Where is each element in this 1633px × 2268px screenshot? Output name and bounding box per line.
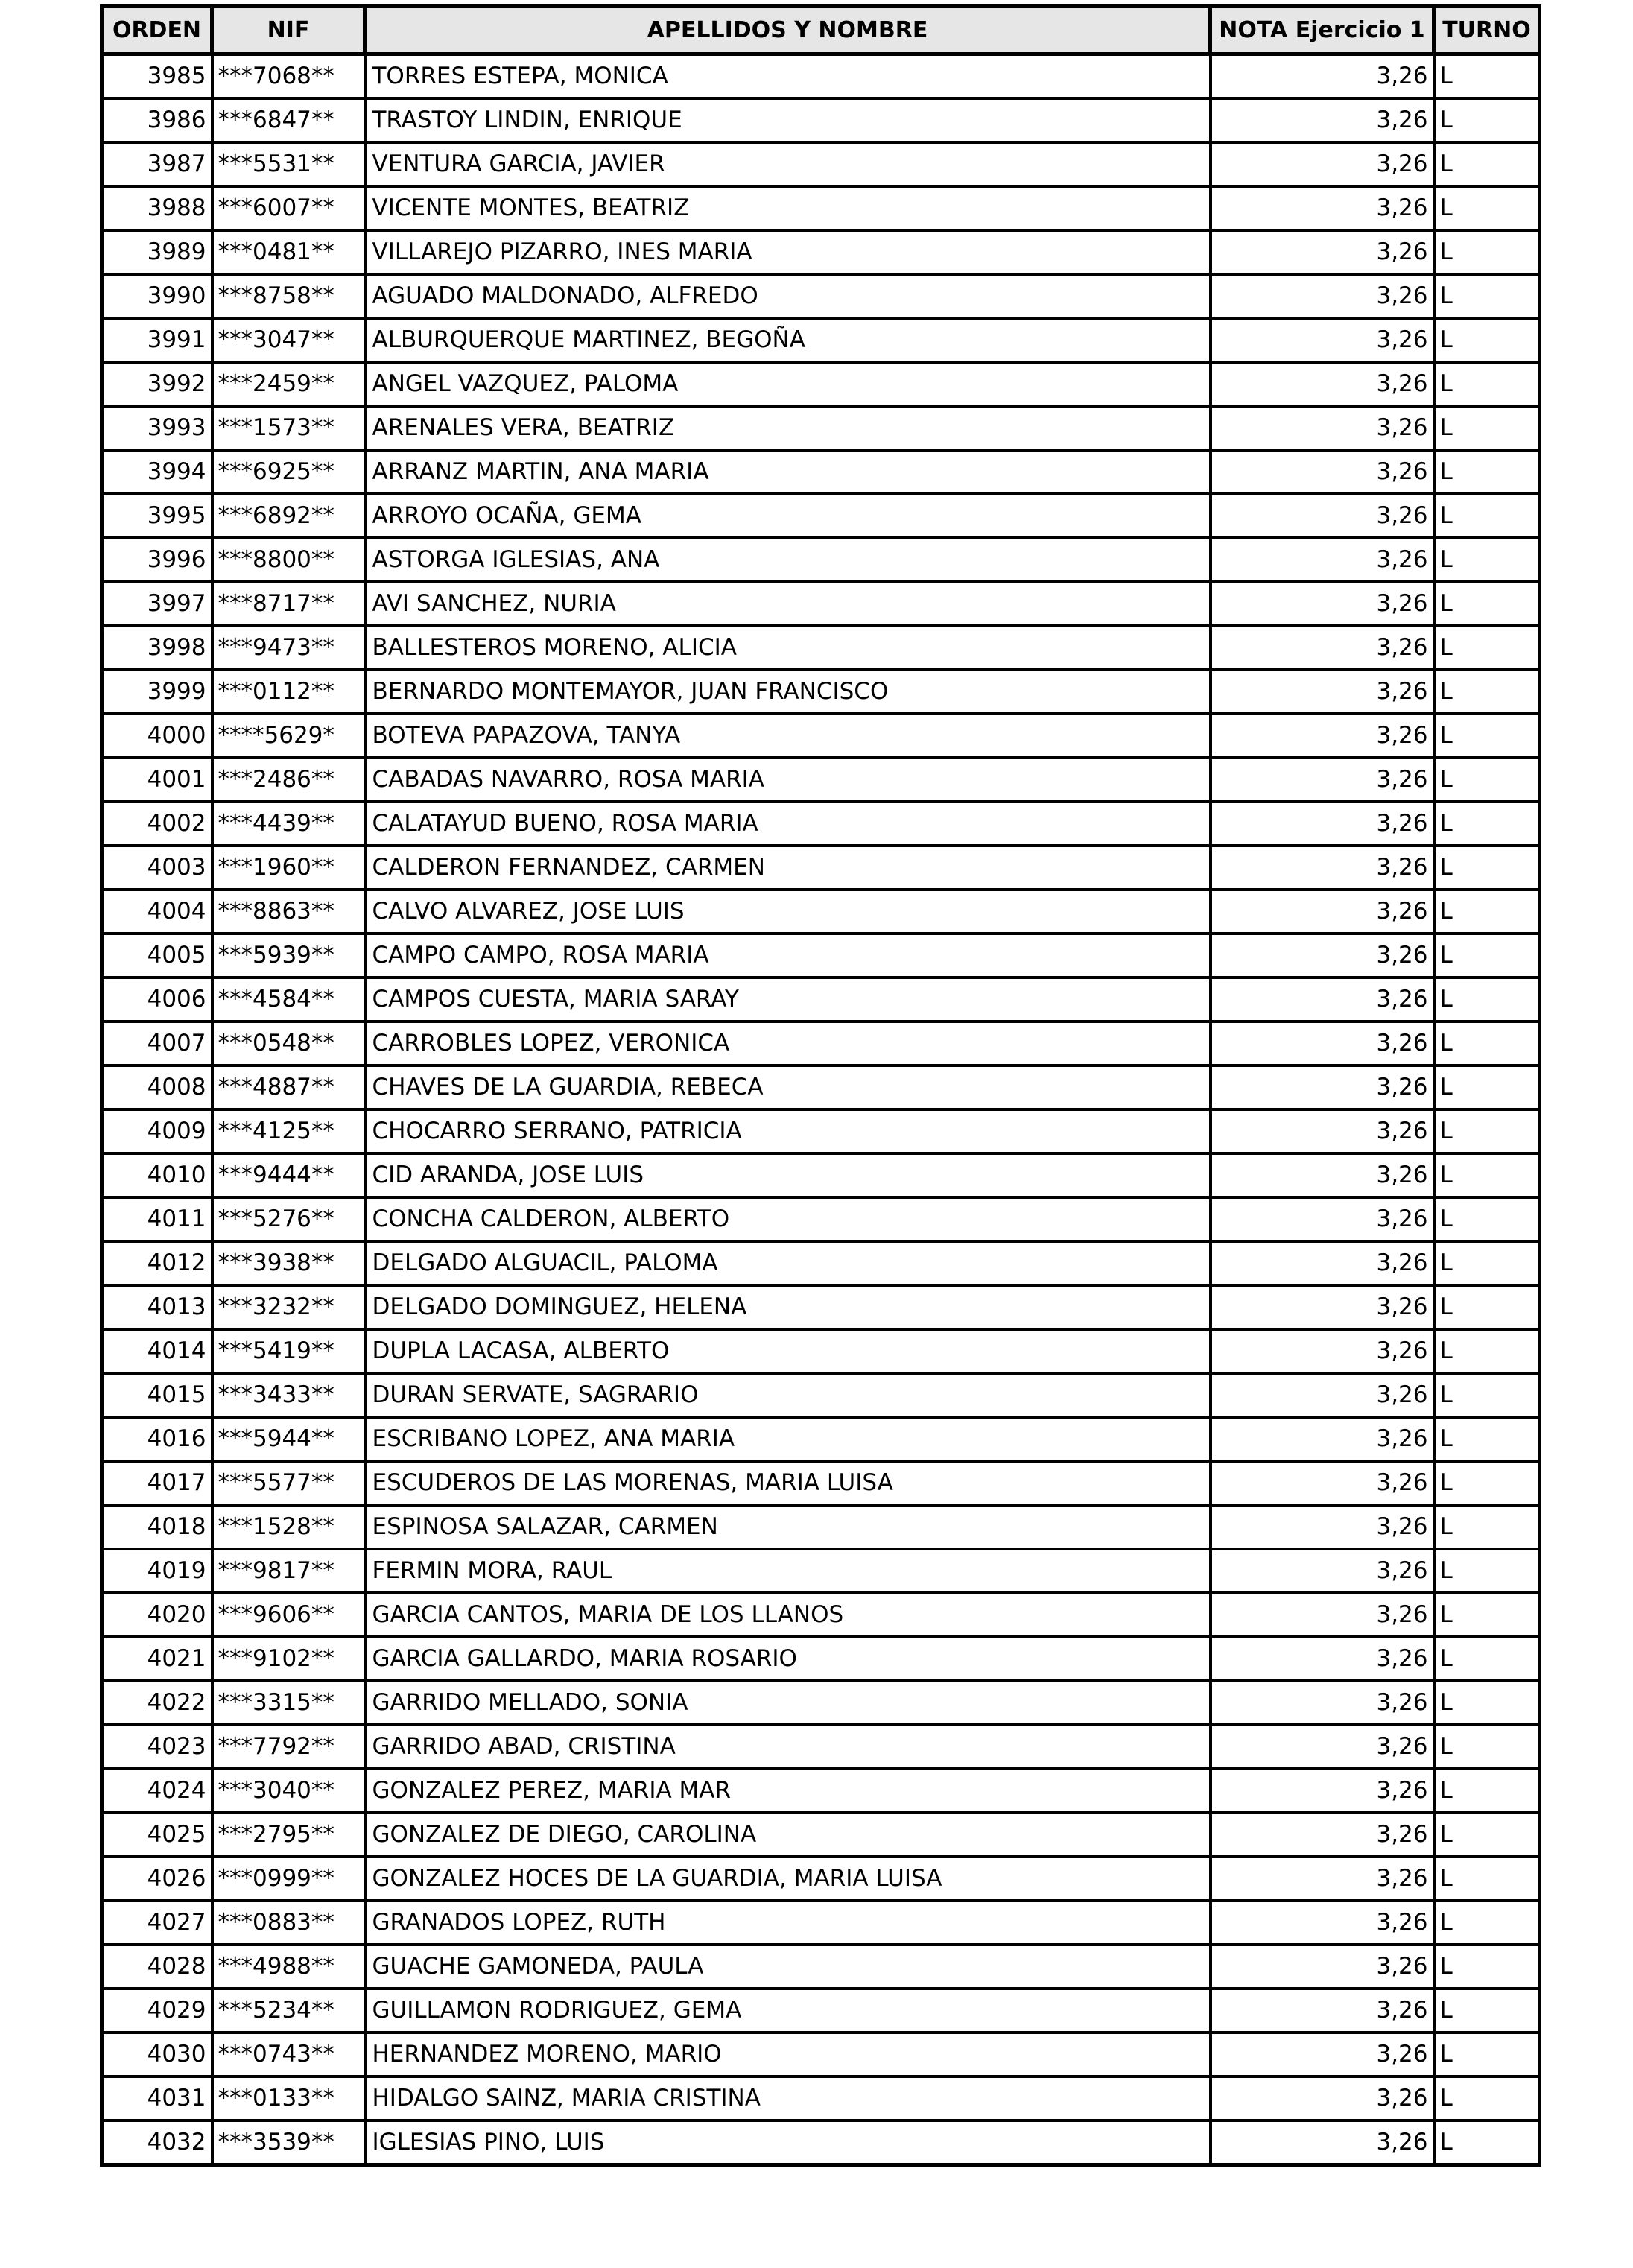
name-cell: CABADAS NAVARRO, ROSA MARIA <box>365 758 1211 802</box>
name-cell: ANGEL VAZQUEZ, PALOMA <box>365 362 1211 406</box>
turno-cell: L <box>1434 1769 1540 1813</box>
name-cell: DUPLA LACASA, ALBERTO <box>365 1329 1211 1373</box>
turno-cell: L <box>1434 1989 1540 2033</box>
turno-cell: L <box>1434 1725 1540 1769</box>
table-row <box>102 2077 1540 2120</box>
nota-cell: 3,26 <box>1211 1021 1434 1065</box>
nota-cell: 3,26 <box>1211 274 1434 318</box>
orden-cell: 4002 <box>102 802 212 846</box>
nota-cell: 3,26 <box>1211 1593 1434 1637</box>
nif-cell: ***5531** <box>212 142 365 186</box>
nota-cell: 3,26 <box>1211 1241 1434 1285</box>
orden-cell: 3997 <box>102 582 212 626</box>
name-cell: FERMIN MORA, RAUL <box>365 1549 1211 1593</box>
nota-cell: 3,26 <box>1211 1065 1434 1109</box>
nif-cell: ***4887** <box>212 1065 365 1109</box>
nif-cell: ****5629* <box>212 714 365 758</box>
orden-cell: 3990 <box>102 274 212 318</box>
nif-cell: ***2795** <box>212 1813 365 1857</box>
nota-cell: 3,26 <box>1211 802 1434 846</box>
nota-cell: 3,26 <box>1211 538 1434 582</box>
turno-cell: L <box>1434 1241 1540 1285</box>
name-cell: DELGADO ALGUACIL, PALOMA <box>365 1241 1211 1285</box>
turno-cell: L <box>1434 1373 1540 1417</box>
orden-cell: 3995 <box>102 494 212 538</box>
turno-cell: L <box>1434 714 1540 758</box>
orden-cell: 4015 <box>102 1373 212 1417</box>
table-row <box>102 670 1540 714</box>
results-table <box>100 4 1541 2167</box>
turno-cell: L <box>1434 98 1540 142</box>
nif-cell: ***4584** <box>212 978 365 1021</box>
table-row <box>102 1901 1540 1945</box>
nota-cell: 3,26 <box>1211 2077 1434 2120</box>
orden-cell: 4022 <box>102 1681 212 1725</box>
table-row <box>102 1945 1540 1989</box>
orden-cell: 3996 <box>102 538 212 582</box>
turno-cell: L <box>1434 1461 1540 1505</box>
nota-cell: 3,26 <box>1211 186 1434 230</box>
nif-cell: ***9102** <box>212 1637 365 1681</box>
table-row <box>102 1813 1540 1857</box>
name-cell: ALBURQUERQUE MARTINEZ, BEGOÑA <box>365 318 1211 362</box>
name-cell: ARRANZ MARTIN, ANA MARIA <box>365 450 1211 494</box>
header-orden: ORDEN <box>102 7 212 54</box>
orden-cell: 4023 <box>102 1725 212 1769</box>
name-cell: VENTURA GARCIA, JAVIER <box>365 142 1211 186</box>
table-row <box>102 1285 1540 1329</box>
orden-cell: 4030 <box>102 2033 212 2077</box>
orden-cell: 4003 <box>102 846 212 890</box>
nota-cell: 3,26 <box>1211 1285 1434 1329</box>
name-cell: ARENALES VERA, BEATRIZ <box>365 406 1211 450</box>
nif-cell: ***9606** <box>212 1593 365 1637</box>
nif-cell: ***0112** <box>212 670 365 714</box>
nif-cell: ***6007** <box>212 186 365 230</box>
turno-cell: L <box>1434 1813 1540 1857</box>
name-cell: ASTORGA IGLESIAS, ANA <box>365 538 1211 582</box>
table-row <box>102 1681 1540 1725</box>
nif-cell: ***1960** <box>212 846 365 890</box>
name-cell: ARROYO OCAÑA, GEMA <box>365 494 1211 538</box>
turno-cell: L <box>1434 1857 1540 1901</box>
nif-cell: ***5944** <box>212 1417 365 1461</box>
name-cell: GARRIDO MELLADO, SONIA <box>365 1681 1211 1725</box>
nif-cell: ***4988** <box>212 1945 365 1989</box>
table-row <box>102 1593 1540 1637</box>
nota-cell: 3,26 <box>1211 714 1434 758</box>
turno-cell: L <box>1434 2033 1540 2077</box>
nif-cell: ***3938** <box>212 1241 365 1285</box>
nota-cell: 3,26 <box>1211 98 1434 142</box>
table-row <box>102 538 1540 582</box>
table-row <box>102 494 1540 538</box>
nota-cell: 3,26 <box>1211 1153 1434 1197</box>
nif-cell: ***9473** <box>212 626 365 670</box>
name-cell: VILLAREJO PIZARRO, INES MARIA <box>365 230 1211 274</box>
nota-cell: 3,26 <box>1211 582 1434 626</box>
nota-cell: 3,26 <box>1211 670 1434 714</box>
table-row <box>102 978 1540 1021</box>
name-cell: CARROBLES LOPEZ, VERONICA <box>365 1021 1211 1065</box>
nota-cell: 3,26 <box>1211 1681 1434 1725</box>
name-cell: BOTEVA PAPAZOVA, TANYA <box>365 714 1211 758</box>
table-row <box>102 186 1540 230</box>
turno-cell: L <box>1434 230 1540 274</box>
table-row <box>102 1109 1540 1153</box>
table-row <box>102 582 1540 626</box>
turno-cell: L <box>1434 494 1540 538</box>
orden-cell: 4029 <box>102 1989 212 2033</box>
nif-cell: ***0999** <box>212 1857 365 1901</box>
orden-cell: 4004 <box>102 890 212 934</box>
turno-cell: L <box>1434 450 1540 494</box>
orden-cell: 4024 <box>102 1769 212 1813</box>
name-cell: GARCIA GALLARDO, MARIA ROSARIO <box>365 1637 1211 1681</box>
name-cell: CALATAYUD BUENO, ROSA MARIA <box>365 802 1211 846</box>
table-row <box>102 1549 1540 1593</box>
nif-cell: ***9817** <box>212 1549 365 1593</box>
nota-cell: 3,26 <box>1211 1197 1434 1241</box>
header-row <box>102 7 1540 54</box>
table-body <box>102 54 1540 2165</box>
name-cell: GRANADOS LOPEZ, RUTH <box>365 1901 1211 1945</box>
table-row <box>102 1505 1540 1549</box>
name-cell: CALDERON FERNANDEZ, CARMEN <box>365 846 1211 890</box>
nota-cell: 3,26 <box>1211 2120 1434 2165</box>
orden-cell: 3999 <box>102 670 212 714</box>
nif-cell: ***0883** <box>212 1901 365 1945</box>
turno-cell: L <box>1434 1549 1540 1593</box>
nif-cell: ***5276** <box>212 1197 365 1241</box>
orden-cell: 4028 <box>102 1945 212 1989</box>
turno-cell: L <box>1434 362 1540 406</box>
turno-cell: L <box>1434 934 1540 978</box>
turno-cell: L <box>1434 2077 1540 2120</box>
nif-cell: ***0743** <box>212 2033 365 2077</box>
name-cell: ESCRIBANO LOPEZ, ANA MARIA <box>365 1417 1211 1461</box>
turno-cell: L <box>1434 54 1540 99</box>
name-cell: BALLESTEROS MORENO, ALICIA <box>365 626 1211 670</box>
turno-cell: L <box>1434 1153 1540 1197</box>
table-row <box>102 758 1540 802</box>
orden-cell: 4032 <box>102 2120 212 2165</box>
name-cell: CID ARANDA, JOSE LUIS <box>365 1153 1211 1197</box>
nota-cell: 3,26 <box>1211 1813 1434 1857</box>
nif-cell: ***3433** <box>212 1373 365 1417</box>
table-row <box>102 450 1540 494</box>
nota-cell: 3,26 <box>1211 1945 1434 1989</box>
nif-cell: ***0481** <box>212 230 365 274</box>
nif-cell: ***9444** <box>212 1153 365 1197</box>
table-row <box>102 274 1540 318</box>
header-nif: NIF <box>212 7 365 54</box>
name-cell: CALVO ALVAREZ, JOSE LUIS <box>365 890 1211 934</box>
table-row <box>102 1373 1540 1417</box>
orden-cell: 3989 <box>102 230 212 274</box>
orden-cell: 3998 <box>102 626 212 670</box>
nota-cell: 3,26 <box>1211 450 1434 494</box>
nif-cell: ***3539** <box>212 2120 365 2165</box>
orden-cell: 4031 <box>102 2077 212 2120</box>
orden-cell: 4008 <box>102 1065 212 1109</box>
table-row <box>102 802 1540 846</box>
orden-cell: 3985 <box>102 54 212 99</box>
nota-cell: 3,26 <box>1211 318 1434 362</box>
name-cell: AGUADO MALDONADO, ALFREDO <box>365 274 1211 318</box>
turno-cell: L <box>1434 1593 1540 1637</box>
table-row <box>102 98 1540 142</box>
nota-cell: 3,26 <box>1211 1989 1434 2033</box>
orden-cell: 4026 <box>102 1857 212 1901</box>
name-cell: CHOCARRO SERRANO, PATRICIA <box>365 1109 1211 1153</box>
nota-cell: 3,26 <box>1211 142 1434 186</box>
nota-cell: 3,26 <box>1211 1857 1434 1901</box>
table-row <box>102 1197 1540 1241</box>
turno-cell: L <box>1434 1065 1540 1109</box>
orden-cell: 4014 <box>102 1329 212 1373</box>
turno-cell: L <box>1434 890 1540 934</box>
orden-cell: 4009 <box>102 1109 212 1153</box>
table-row <box>102 846 1540 890</box>
table-row <box>102 406 1540 450</box>
nif-cell: ***4125** <box>212 1109 365 1153</box>
table-row <box>102 1153 1540 1197</box>
name-cell: GONZALEZ DE DIEGO, CAROLINA <box>365 1813 1211 1857</box>
header-name: APELLIDOS Y NOMBRE <box>365 7 1211 54</box>
orden-cell: 4001 <box>102 758 212 802</box>
nota-cell: 3,26 <box>1211 1901 1434 1945</box>
turno-cell: L <box>1434 626 1540 670</box>
orden-cell: 4021 <box>102 1637 212 1681</box>
name-cell: TRASTOY LINDIN, ENRIQUE <box>365 98 1211 142</box>
nif-cell: ***6925** <box>212 450 365 494</box>
orden-cell: 4011 <box>102 1197 212 1241</box>
table-row <box>102 1241 1540 1285</box>
nota-cell: 3,26 <box>1211 1725 1434 1769</box>
nota-cell: 3,26 <box>1211 2033 1434 2077</box>
orden-cell: 3992 <box>102 362 212 406</box>
table-row <box>102 1989 1540 2033</box>
nif-cell: ***3040** <box>212 1769 365 1813</box>
name-cell: AVI SANCHEZ, NURIA <box>365 582 1211 626</box>
turno-cell: L <box>1434 978 1540 1021</box>
table-row <box>102 890 1540 934</box>
nota-cell: 3,26 <box>1211 1549 1434 1593</box>
orden-cell: 3994 <box>102 450 212 494</box>
name-cell: HIDALGO SAINZ, MARIA CRISTINA <box>365 2077 1211 2120</box>
orden-cell: 4007 <box>102 1021 212 1065</box>
name-cell: CAMPO CAMPO, ROSA MARIA <box>365 934 1211 978</box>
nota-cell: 3,26 <box>1211 890 1434 934</box>
name-cell: VICENTE MONTES, BEATRIZ <box>365 186 1211 230</box>
nif-cell: ***8800** <box>212 538 365 582</box>
nota-cell: 3,26 <box>1211 1637 1434 1681</box>
nota-cell: 3,26 <box>1211 1505 1434 1549</box>
nif-cell: ***4439** <box>212 802 365 846</box>
table-row <box>102 142 1540 186</box>
orden-cell: 4018 <box>102 1505 212 1549</box>
nota-cell: 3,26 <box>1211 406 1434 450</box>
turno-cell: L <box>1434 1945 1540 1989</box>
nif-cell: ***6892** <box>212 494 365 538</box>
table-row <box>102 1021 1540 1065</box>
nif-cell: ***7068** <box>212 54 365 99</box>
nota-cell: 3,26 <box>1211 1109 1434 1153</box>
table-row <box>102 318 1540 362</box>
nif-cell: ***8863** <box>212 890 365 934</box>
table-row <box>102 1857 1540 1901</box>
orden-cell: 3993 <box>102 406 212 450</box>
name-cell: CONCHA CALDERON, ALBERTO <box>365 1197 1211 1241</box>
name-cell: TORRES ESTEPA, MONICA <box>365 54 1211 99</box>
turno-cell: L <box>1434 406 1540 450</box>
nota-cell: 3,26 <box>1211 934 1434 978</box>
nota-cell: 3,26 <box>1211 1417 1434 1461</box>
turno-cell: L <box>1434 1505 1540 1549</box>
turno-cell: L <box>1434 1417 1540 1461</box>
orden-cell: 3987 <box>102 142 212 186</box>
nota-cell: 3,26 <box>1211 362 1434 406</box>
table-row <box>102 1329 1540 1373</box>
orden-cell: 4027 <box>102 1901 212 1945</box>
orden-cell: 3991 <box>102 318 212 362</box>
name-cell: GUILLAMON RODRIGUEZ, GEMA <box>365 1989 1211 2033</box>
turno-cell: L <box>1434 274 1540 318</box>
name-cell: HERNANDEZ MORENO, MARIO <box>365 2033 1211 2077</box>
turno-cell: L <box>1434 1109 1540 1153</box>
nif-cell: ***5577** <box>212 1461 365 1505</box>
turno-cell: L <box>1434 318 1540 362</box>
nif-cell: ***2459** <box>212 362 365 406</box>
name-cell: GARRIDO ABAD, CRISTINA <box>365 1725 1211 1769</box>
table-row <box>102 934 1540 978</box>
turno-cell: L <box>1434 670 1540 714</box>
turno-cell: L <box>1434 1637 1540 1681</box>
nif-cell: ***6847** <box>212 98 365 142</box>
nota-cell: 3,26 <box>1211 1769 1434 1813</box>
header-turno: TURNO <box>1434 7 1540 54</box>
turno-cell: L <box>1434 2120 1540 2165</box>
nota-cell: 3,26 <box>1211 758 1434 802</box>
table-row <box>102 626 1540 670</box>
nif-cell: ***8717** <box>212 582 365 626</box>
table-row <box>102 2033 1540 2077</box>
table-row <box>102 1725 1540 1769</box>
name-cell: DELGADO DOMINGUEZ, HELENA <box>365 1285 1211 1329</box>
name-cell: ESCUDEROS DE LAS MORENAS, MARIA LUISA <box>365 1461 1211 1505</box>
table-row <box>102 362 1540 406</box>
orden-cell: 4016 <box>102 1417 212 1461</box>
turno-cell: L <box>1434 1329 1540 1373</box>
orden-cell: 4012 <box>102 1241 212 1285</box>
turno-cell: L <box>1434 142 1540 186</box>
turno-cell: L <box>1434 846 1540 890</box>
orden-cell: 3988 <box>102 186 212 230</box>
nif-cell: ***1528** <box>212 1505 365 1549</box>
nif-cell: ***0548** <box>212 1021 365 1065</box>
nota-cell: 3,26 <box>1211 846 1434 890</box>
nota-cell: 3,26 <box>1211 1461 1434 1505</box>
orden-cell: 4005 <box>102 934 212 978</box>
turno-cell: L <box>1434 538 1540 582</box>
table-row <box>102 1065 1540 1109</box>
table-row <box>102 230 1540 274</box>
nif-cell: ***5939** <box>212 934 365 978</box>
nota-cell: 3,26 <box>1211 494 1434 538</box>
name-cell: CAMPOS CUESTA, MARIA SARAY <box>365 978 1211 1021</box>
name-cell: DURAN SERVATE, SAGRARIO <box>365 1373 1211 1417</box>
header-nota: NOTA Ejercicio 1 <box>1211 7 1434 54</box>
orden-cell: 4017 <box>102 1461 212 1505</box>
nif-cell: ***8758** <box>212 274 365 318</box>
nif-cell: ***3232** <box>212 1285 365 1329</box>
turno-cell: L <box>1434 1285 1540 1329</box>
orden-cell: 4013 <box>102 1285 212 1329</box>
table-header <box>102 7 1540 54</box>
nif-cell: ***2486** <box>212 758 365 802</box>
orden-cell: 4000 <box>102 714 212 758</box>
name-cell: GARCIA CANTOS, MARIA DE LOS LLANOS <box>365 1593 1211 1637</box>
results-sheet <box>100 4 1538 2167</box>
nif-cell: ***1573** <box>212 406 365 450</box>
nota-cell: 3,26 <box>1211 1373 1434 1417</box>
turno-cell: L <box>1434 802 1540 846</box>
turno-cell: L <box>1434 1901 1540 1945</box>
nota-cell: 3,26 <box>1211 626 1434 670</box>
orden-cell: 3986 <box>102 98 212 142</box>
orden-cell: 4020 <box>102 1593 212 1637</box>
nif-cell: ***0133** <box>212 2077 365 2120</box>
table-row <box>102 2120 1540 2165</box>
turno-cell: L <box>1434 582 1540 626</box>
table-row <box>102 1461 1540 1505</box>
table-row <box>102 714 1540 758</box>
turno-cell: L <box>1434 1197 1540 1241</box>
table-row <box>102 1637 1540 1681</box>
orden-cell: 4010 <box>102 1153 212 1197</box>
turno-cell: L <box>1434 186 1540 230</box>
nif-cell: ***7792** <box>212 1725 365 1769</box>
nif-cell: ***3315** <box>212 1681 365 1725</box>
turno-cell: L <box>1434 1021 1540 1065</box>
table-row <box>102 1417 1540 1461</box>
name-cell: CHAVES DE LA GUARDIA, REBECA <box>365 1065 1211 1109</box>
name-cell: BERNARDO MONTEMAYOR, JUAN FRANCISCO <box>365 670 1211 714</box>
nif-cell: ***5419** <box>212 1329 365 1373</box>
name-cell: GONZALEZ PEREZ, MARIA MAR <box>365 1769 1211 1813</box>
name-cell: GONZALEZ HOCES DE LA GUARDIA, MARIA LUISA <box>365 1857 1211 1901</box>
orden-cell: 4025 <box>102 1813 212 1857</box>
table-row <box>102 54 1540 99</box>
turno-cell: L <box>1434 1681 1540 1725</box>
nota-cell: 3,26 <box>1211 230 1434 274</box>
nota-cell: 3,26 <box>1211 978 1434 1021</box>
name-cell: IGLESIAS PINO, LUIS <box>365 2120 1211 2165</box>
turno-cell: L <box>1434 758 1540 802</box>
nif-cell: ***3047** <box>212 318 365 362</box>
nota-cell: 3,26 <box>1211 1329 1434 1373</box>
orden-cell: 4006 <box>102 978 212 1021</box>
nota-cell: 3,26 <box>1211 54 1434 99</box>
orden-cell: 4019 <box>102 1549 212 1593</box>
nif-cell: ***5234** <box>212 1989 365 2033</box>
table-row <box>102 1769 1540 1813</box>
name-cell: ESPINOSA SALAZAR, CARMEN <box>365 1505 1211 1549</box>
name-cell: GUACHE GAMONEDA, PAULA <box>365 1945 1211 1989</box>
